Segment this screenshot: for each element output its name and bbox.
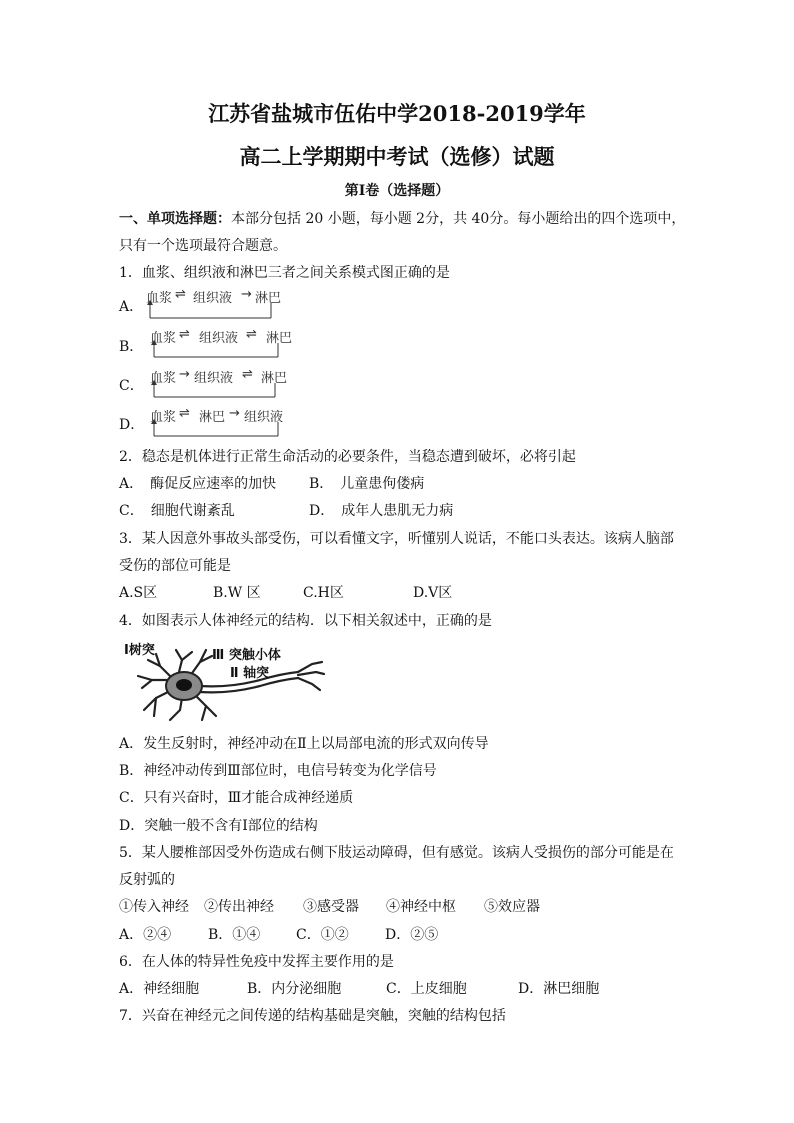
q1-option-b-letter: B． [119, 339, 144, 355]
q1-c-item-2: 组织液 [194, 371, 234, 386]
q4-option-c: C．只有兴奋时，Ⅲ才能合成神经递质 [119, 790, 354, 806]
q1-option-a-letter: A． [119, 299, 144, 315]
q1-a-arrow-2: → [241, 287, 252, 302]
q1-b-arrow-2: ⇌ [246, 327, 257, 342]
instructions-text: 本部分包括 20 小题，每小题 2分，共 40分。每小题给出的四个选项中， [231, 211, 686, 227]
q5-part-2: ②传出神经 [204, 899, 274, 915]
question-2-stem: 2．稳态是机体进行正常生命活动的必要条件，当稳态遭到破坏，必将引起 [119, 449, 576, 465]
q1-d-arrow-2: → [229, 406, 240, 421]
q1-d-item-1: 血浆 [150, 410, 177, 425]
instructions-line-2: 只有一个选项最符合题意。 [119, 238, 287, 254]
q1-c-arrow-1: → [179, 367, 190, 382]
document-title: 江苏省盐城市伍佑中学2018-2019学年 [208, 101, 586, 126]
q6-option-d: D．淋巴细胞 [518, 981, 600, 997]
q4-option-b: B．神经冲动传到Ⅲ部位时，电信号转变为化学信号 [119, 763, 437, 779]
q1-d-item-3: 组织液 [244, 410, 284, 425]
q1-c-item-1: 血浆 [150, 371, 177, 386]
q3-option-b: B.W 区 [213, 585, 261, 601]
question-5-stem-line-2: 反射弧的 [119, 872, 175, 888]
neuron-label-axon: Ⅱ 轴突 [230, 666, 270, 681]
neuron-label-dendrite: Ⅰ树突 [124, 643, 155, 658]
q1-d-arrow-1: ⇌ [179, 406, 190, 421]
q4-option-a: A．发生反射时，神经冲动在Ⅱ上以局部电流的形式双向传导 [119, 736, 489, 752]
q1-b-arrow-1: ⇌ [179, 327, 190, 342]
q6-option-c: C．上皮细胞 [386, 981, 467, 997]
q5-part-5: ⑤效应器 [484, 899, 540, 915]
instructions-heading: 一、单项选择题： [119, 211, 231, 227]
neuron-label-synaptic-knob: Ⅲ 突触小体 [212, 648, 281, 663]
q2-option-a: A． 酶促反应速率的加快 [119, 476, 277, 492]
question-5-stem-line-1: 5．某人腰椎部因受外伤造成右侧下肢运动障碍，但有感觉。该病人受损伤的部分可能是在 [119, 845, 674, 861]
q1-option-c-diagram [150, 366, 310, 400]
q5-option-d: D．②⑤ [385, 927, 439, 943]
neuron-figure [120, 636, 330, 726]
question-6-stem: 6．在人体的特异性免疫中发挥主要作用的是 [119, 954, 394, 970]
q1-a-item-1: 血浆 [146, 291, 173, 306]
q1-d-item-2: 淋巴 [199, 410, 226, 425]
q1-a-item-3: 淋巴 [255, 291, 282, 306]
q3-option-d: D.V区 [413, 585, 453, 601]
q1-b-item-3: 淋巴 [266, 331, 293, 346]
question-7-stem: 7．兴奋在神经元之间传递的结构基础是突触，突触的结构包括 [119, 1008, 506, 1024]
q6-option-a: A．神经细胞 [119, 981, 200, 997]
q1-c-arrow-2: ⇌ [242, 367, 253, 382]
q3-option-c: C.H区 [303, 585, 344, 601]
q1-a-item-2: 组织液 [193, 291, 233, 306]
q1-b-item-2: 组织液 [199, 331, 239, 346]
q1-c-item-3: 淋巴 [261, 371, 288, 386]
q1-a-arrow-1: ⇌ [175, 287, 186, 302]
q1-option-b-diagram [150, 326, 310, 360]
q5-option-b: B．①④ [208, 927, 261, 943]
question-3-stem-line-2: 受伤的部位可能是 [119, 558, 231, 574]
q2-option-d: D． 成年人患肌无力病 [309, 503, 454, 519]
q1-option-d-letter: D． [119, 417, 145, 433]
q1-option-a-diagram [146, 286, 306, 320]
q1-b-item-1: 血浆 [150, 331, 177, 346]
q6-option-b: B．内分泌细胞 [247, 981, 342, 997]
q2-option-c: C． 细胞代谢紊乱 [119, 503, 235, 519]
q5-part-1: ①传入神经 [119, 899, 189, 915]
question-3-stem-line-1: 3．某人因意外事故头部受伤，可以看懂文字，听懂别人说话，不能口头表达。该病人脑部 [119, 531, 674, 547]
q5-option-a: A．②④ [119, 927, 172, 943]
question-1-stem: 1．血浆、组织液和淋巴三者之间关系模式图正确的是 [119, 265, 450, 281]
q5-part-4: ④神经中枢 [386, 899, 456, 915]
q3-option-a: A.S区 [119, 585, 158, 601]
q4-option-d: D．突触一般不含有Ⅰ部位的结构 [119, 818, 318, 834]
q1-option-d-diagram [150, 405, 310, 439]
instructions-line-1 [119, 208, 685, 228]
q5-option-c: C．①② [296, 927, 349, 943]
question-4-stem: 4．如图表示人体神经元的结构．以下相关叙述中，正确的是 [119, 613, 492, 629]
q5-part-3: ③感受器 [303, 899, 359, 915]
q2-option-b: B． 儿童患佝偻病 [309, 476, 425, 492]
section-heading: 第Ⅰ卷（选择题） [344, 183, 450, 199]
q1-option-c-letter: C． [119, 378, 144, 394]
document-subtitle: 高二上学期期中考试（选修）试题 [239, 144, 555, 169]
